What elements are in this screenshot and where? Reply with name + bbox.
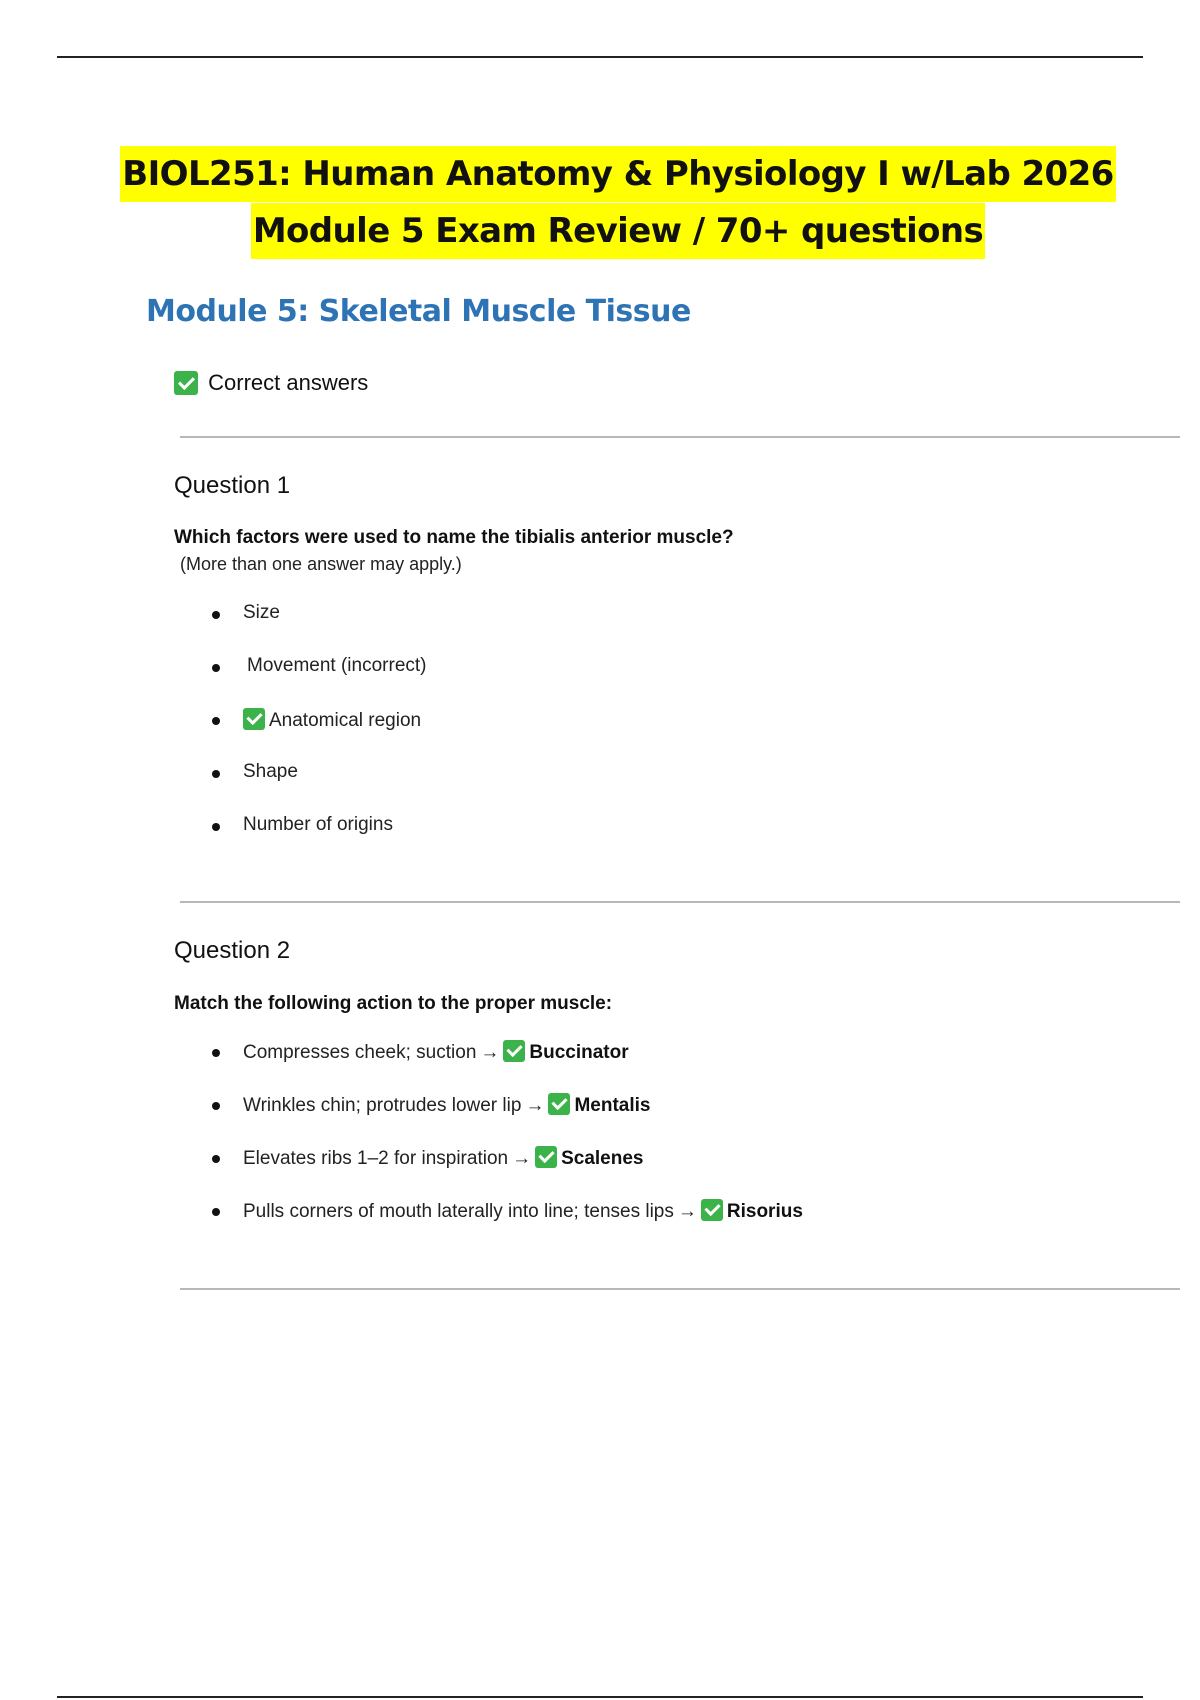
check-mark-icon — [701, 1199, 723, 1221]
option-item — [0, 602, 427, 655]
top-rule — [57, 56, 1143, 58]
check-mark-icon — [535, 1146, 557, 1168]
match-action: Pulls corners of mouth laterally into line; tenses lips — [243, 1201, 674, 1222]
match-item — [0, 1093, 803, 1146]
check-mark-icon — [548, 1093, 570, 1115]
question-2-matches — [0, 1040, 803, 1252]
option-text: Movement (incorrect) — [247, 655, 427, 676]
title-line-2: Module 5 Exam Review / 70+ questions — [251, 203, 985, 259]
option-item — [0, 761, 427, 814]
match-muscle: Mentalis — [574, 1095, 651, 1116]
option-text: Shape — [243, 761, 298, 782]
arrow-icon: → — [480, 1042, 500, 1063]
divider — [180, 1288, 1180, 1290]
bottom-rule — [57, 1696, 1143, 1698]
match-muscle: Risorius — [726, 1201, 803, 1222]
match-action: Elevates ribs 1–2 for inspiration — [243, 1148, 509, 1169]
check-mark-icon — [503, 1040, 525, 1062]
question-1-note: (More than one answer may apply.) — [180, 554, 462, 574]
arrow-icon: → — [512, 1148, 532, 1169]
check-mark-icon — [174, 371, 198, 395]
title-line-1: BIOL251: Human Anatomy & Physiology I w/Lab 2026 — [120, 146, 1115, 202]
match-item — [0, 1040, 803, 1093]
question-1-title: Question 1 — [174, 472, 291, 499]
question-2-prompt: Match the following action to the proper muscle: — [174, 993, 613, 1014]
divider — [180, 436, 1180, 438]
match-item — [0, 1199, 803, 1252]
option-item — [0, 814, 427, 867]
question-1-options — [0, 602, 427, 867]
match-action: Wrinkles chin; protrudes lower lip — [243, 1095, 522, 1116]
module-heading: Module 5: Skeletal Muscle Tissue — [146, 294, 691, 329]
divider — [180, 901, 1180, 903]
match-item — [0, 1146, 803, 1199]
arrow-icon: → — [677, 1201, 697, 1222]
option-text: Anatomical region — [269, 710, 422, 731]
option-text: Size — [243, 602, 280, 623]
option-item-correct — [0, 708, 427, 761]
question-2-title: Question 2 — [174, 937, 291, 964]
legend — [174, 370, 368, 396]
arrow-icon: → — [525, 1095, 545, 1116]
match-muscle: Buccinator — [529, 1042, 629, 1063]
match-action: Compresses cheek; suction — [243, 1042, 477, 1063]
option-text: Number of origins — [243, 814, 393, 835]
option-item — [0, 655, 427, 708]
document-title — [0, 146, 1200, 260]
match-muscle: Scalenes — [561, 1148, 644, 1169]
check-mark-icon — [243, 708, 265, 730]
question-1-prompt: Which factors were used to name the tibialis anterior muscle? — [174, 527, 734, 548]
legend-label: Correct answers — [208, 370, 369, 395]
